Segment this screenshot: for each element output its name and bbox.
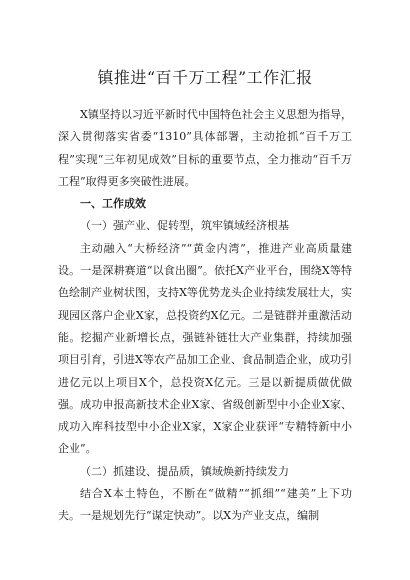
section-heading-work-results: 一、工作成效 <box>80 197 146 211</box>
subsection-industry-paragraph: 主动融入“大桥经济”“黄金内湾”，推进产业高质量建设。一是深耕赛道“以食出圈”。依托X产业平台，围绕X等特色绘制产业树状图，支持X等优势龙头企业持续发展壮大，实现园区落户企业X家，总投资约X亿元。二是链群并重激活动能。挖掘产业新增长点，强链补链壮大产业集群，持续加强项目引育，引进X等农产品加工企业、食品制造企业，成功引进亿元以上项目X个，总投资X亿元。三是以新提质做优做强。成功申报高新技术企业X家、省级创新型中小企业X家、成功入库科技型中小企业X家，X家企业获评“专精特新中小企业”。 <box>58 241 352 456</box>
intro-paragraph: X镇坚持以习近平新时代中国特色社会主义思想为指导，深入贯彻落实省委“1310”具体部署，主动抢抓“百千万工程”实现“三年初见成效”目标的重要节点，全力推动“百千万工程”取得更多突破性进展。 <box>58 108 352 188</box>
subsection-heading-industry: （一）强产业、促转型，筑牢镇域经济根基 <box>80 219 289 233</box>
document-title: 镇推进“百千万工程”工作汇报 <box>97 68 313 87</box>
subsection-construction-paragraph: 结合X本土特色，不断在“做精”“抓细”“建美”上下功夫。一是规划先行“谋定快动”。以X为产业支点，编制 <box>58 487 352 523</box>
subsection-heading-construction: （二）抓建设、提品质，镇域焕新持续发力 <box>80 464 289 478</box>
